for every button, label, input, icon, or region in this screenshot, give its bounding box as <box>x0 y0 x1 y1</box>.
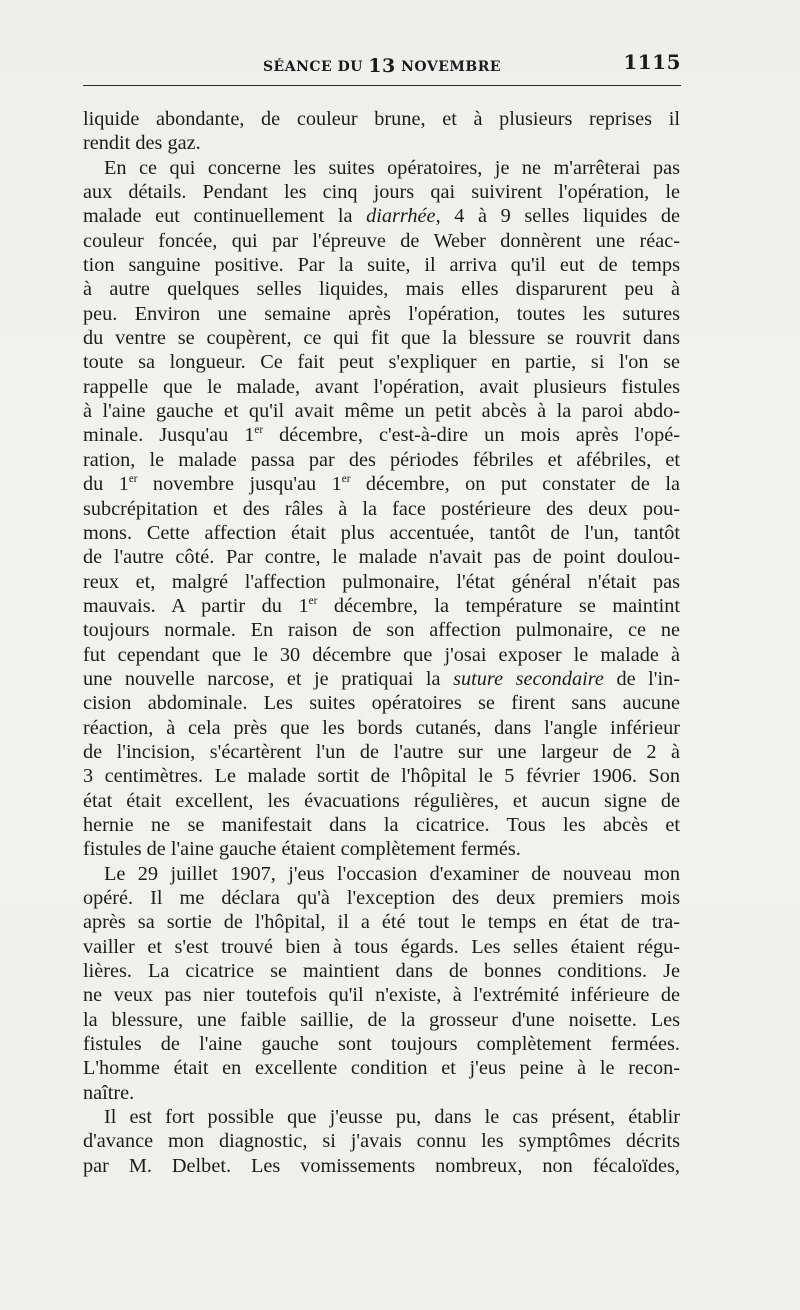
paragraph-p2 <box>83 156 680 862</box>
text-line: opéré. Il me déclara qu'à l'exception des deux premiers mois <box>83 887 680 909</box>
text-line: à l'aine gauche et qu'il avait même un petit abcès à la paroi abdo- <box>83 400 680 423</box>
text-line: mons. Cette affection était plus accentuée, tantôt de l'un, tantôt <box>83 521 680 544</box>
text-line: de l'autre côté. Par contre, le malade n'avait pas de point doulou- <box>83 546 680 569</box>
text-line: naître. <box>83 1081 135 1104</box>
text-line: cision abdominale. Les suites opératoires se firent sans aucune <box>83 692 680 715</box>
header-title-prefix: SÉANCE DU <box>262 59 369 75</box>
text-line: couleur foncée, qui par l'épreuve de Weber donnèrent une réac- <box>83 229 680 252</box>
text-line: après sa sortie de l'hôpital, il a été tout le temps en état de tra- <box>83 911 680 934</box>
header-title <box>83 54 681 76</box>
text-line: ne veux pas nier toutefois qu'il n'existe, à l'extrémité inférieure de <box>83 984 680 1007</box>
text-line: ration, le malade passa par des périodes fébriles et afébriles, et <box>83 448 680 471</box>
text-line: rendit des gaz. <box>83 132 201 155</box>
text-line: à autre quelques selles liquides, mais elles disparurent peu à <box>83 278 680 301</box>
text-line: aux détails. Pendant les cinq jours qai suivirent l'opération, le <box>83 181 680 204</box>
text-line: la blessure, une faible saillie, de la grosseur d'une noisette. Les <box>83 1008 680 1031</box>
text-line: mauvais. A partir du 1er décembre, la température se maintint <box>83 594 680 617</box>
header-title-suffix: NOVEMBRE <box>395 59 502 75</box>
text-line: tion sanguine positive. Par la suite, il arriva qu'il eut de temps <box>83 254 680 277</box>
text-line: fut cependant que le 30 décembre que j'osai exposer le malade à <box>83 643 680 666</box>
text-line: lières. La cicatrice se maintient dans de bonnes conditions. Je <box>83 960 680 983</box>
text-line: rappelle que le malade, avant l'opération, avait plusieurs fistules <box>83 375 680 398</box>
text-line: toujours normale. En raison de son affection pulmonaire, ce ne <box>83 619 680 642</box>
text-line: du 1er novembre jusqu'au 1er décembre, on put constater de la <box>83 473 680 496</box>
page-number: 1115 <box>623 50 681 74</box>
text-line: minale. Jusqu'au 1er décembre, c'est-à-dire un mois après l'opé- <box>83 424 680 447</box>
paragraph-p4 <box>83 1105 680 1178</box>
text-line: malade eut continuellement la diarrhée, 4 à 9 selles liquides de <box>83 205 680 228</box>
text-line: hernie ne se manifestait dans la cicatrice. Tous les abcès et <box>83 813 680 836</box>
text-line: une nouvelle narcose, et je pratiquai la suture secondaire de l'in- <box>83 667 680 690</box>
text-line: vailler et s'est trouvé bien à tous égards. Les selles étaient régu- <box>83 935 680 958</box>
text-line: d'avance mon diagnostic, si j'avais connu les symptômes décrits <box>83 1130 680 1153</box>
text-line: 3 centimètres. Le malade sortit de l'hôpital le 5 février 1906. Son <box>83 765 680 788</box>
text-line: En ce qui concerne les suites opératoires, je ne m'arrêterai pas <box>104 156 680 179</box>
text-line: fistules de l'aine gauche sont toujours complètement fermées. <box>83 1033 680 1056</box>
text-line: L'homme était en excellente condition et j'eus peine à le recon- <box>83 1057 680 1080</box>
header-title-day: 13 <box>368 55 396 77</box>
text-line: fistules de l'aine gauche étaient complètement fermés. <box>83 838 521 861</box>
text-line: réaction, à cela près que les bords cutanés, dans l'angle inférieur <box>83 716 680 739</box>
text-line: par M. Delbet. Les vomissements nombreux, non fécaloïdes, <box>83 1154 680 1177</box>
text-line: toute sa longueur. Ce fait peut s'expliquer en partie, si l'on se <box>83 351 680 374</box>
text-line: subcrépitation et des râles à la face postérieure des deux pou- <box>83 497 680 520</box>
text-line: peu. Environ une semaine après l'opération, toutes les sutures <box>83 302 680 325</box>
text-line: de l'incision, s'écartèrent l'un de l'autre sur une largeur de 2 à <box>83 740 680 763</box>
running-header <box>83 48 681 78</box>
text-line: reux et, malgré l'affection pulmonaire, l'état général n'était pas <box>83 570 680 593</box>
paragraph-p1 <box>83 107 680 156</box>
header-rule <box>83 85 681 86</box>
body-text <box>83 107 680 1178</box>
text-line: Il est fort possible que j'eusse pu, dans le cas présent, établir <box>104 1106 680 1129</box>
text-line: liquide abondante, de couleur brune, et à plusieurs reprises il <box>83 108 680 130</box>
text-line: état était excellent, les évacuations régulières, et aucun signe de <box>83 789 680 812</box>
paragraph-p3 <box>83 862 680 1105</box>
text-line: du ventre se coupèrent, ce qui fit que la blessure se rouvrit dans <box>83 327 680 350</box>
text-line: Le 29 juillet 1907, j'eus l'occasion d'examiner de nouveau mon <box>104 862 680 885</box>
